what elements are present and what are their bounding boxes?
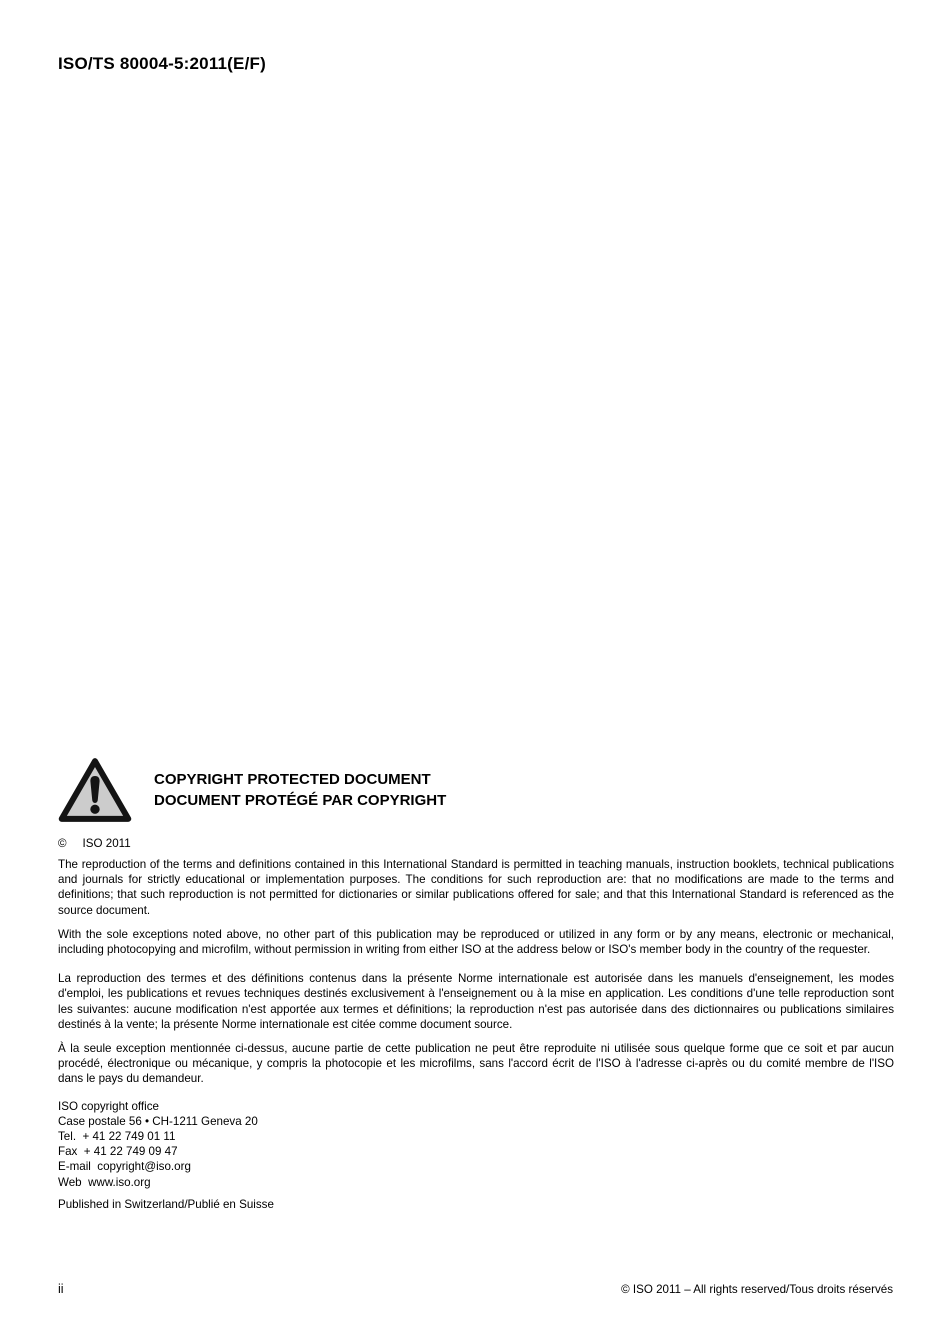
address-line-email: E-mail copyright@iso.org (58, 1160, 191, 1174)
copyright-title-en: COPYRIGHT PROTECTED DOCUMENT (154, 771, 431, 788)
address-line-tel: Tel. + 41 22 749 01 11 (58, 1130, 176, 1144)
address-line-fax: Fax + 41 22 749 09 47 (58, 1145, 178, 1159)
address-line-postal: Case postale 56 • CH-1211 Geneva 20 (58, 1114, 258, 1128)
rights-statement: © ISO 2011 – All rights reserved/Tous droits réservés (621, 1283, 893, 1296)
copyright-notice (58, 837, 894, 850)
copyright-paragraph-fr-2: À la seule exception mentionnée ci-dessus, aucune partie de cette publication ne peut être reproduite ni utilisée sous quelque forme que ce soit et par aucun procédé, électronique ou mécanique, y compris la photocopie et les microfilms, sans l'accord écrit de l'ISO à l'adresse ci-après ou du comité membre de l'ISO dans le pays du demandeur. (58, 1042, 894, 1086)
copyright-year: ISO 2011 (82, 837, 131, 850)
address-line-office: ISO copyright office (58, 1099, 159, 1113)
document-id-header: ISO/TS 80004-5:2011(E/F) (58, 54, 266, 73)
warning-triangle-icon (58, 756, 132, 824)
copyright-paragraph-en-2: With the sole exceptions noted above, no other part of this publication may be reproduced or utilized in any form or by any means, electronic or mechanical, including photocopying and microfilm, without permission in writing from either ISO at the address below or ISO's member body in the country of the requester. (58, 927, 894, 957)
copyright-warning-row (58, 756, 894, 824)
copyright-protected-title (154, 769, 446, 811)
copyright-title-fr: DOCUMENT PROTÉGÉ PAR COPYRIGHT (154, 792, 447, 809)
page-footer (58, 1282, 893, 1296)
published-line: Published in Switzerland/Publié en Suisse (58, 1197, 274, 1211)
page-number: ii (58, 1282, 64, 1296)
copyright-paragraph-en-1: The reproduction of the terms and definitions contained in this International Standard is permitted in teaching manuals, instruction booklets, technical publications and journals for strictly educational or implementation purposes. The conditions for such reproduction are: that no modifications are made to the terms and definitions; that such reproduction is not permitted for dictionaries or similar publications offered for sale; and that this International Standard is referenced as the source document. (58, 858, 894, 917)
copyright-block (58, 756, 894, 1212)
copyright-symbol: © (58, 837, 67, 850)
copyright-paragraph-fr-1: La reproduction des termes et des définitions contenus dans la présente Norme internationale est autorisée dans les manuels d'enseignement, les modes d'emploi, les publications et revues techniques destinés exclusivement à l'enseignement ou à la mise en application. Les conditions d'une telle reproduction sont les suivantes: aucune modification n'est apportée aux termes et définitions; la reproduction n'est pas autorisée dans des dictionnaires ou publications similaires destinés à la vente; la présente Norme internationale est citée comme document source. (58, 972, 894, 1031)
iso-address-block (58, 1099, 894, 1190)
address-line-web: Web www.iso.org (58, 1175, 151, 1189)
